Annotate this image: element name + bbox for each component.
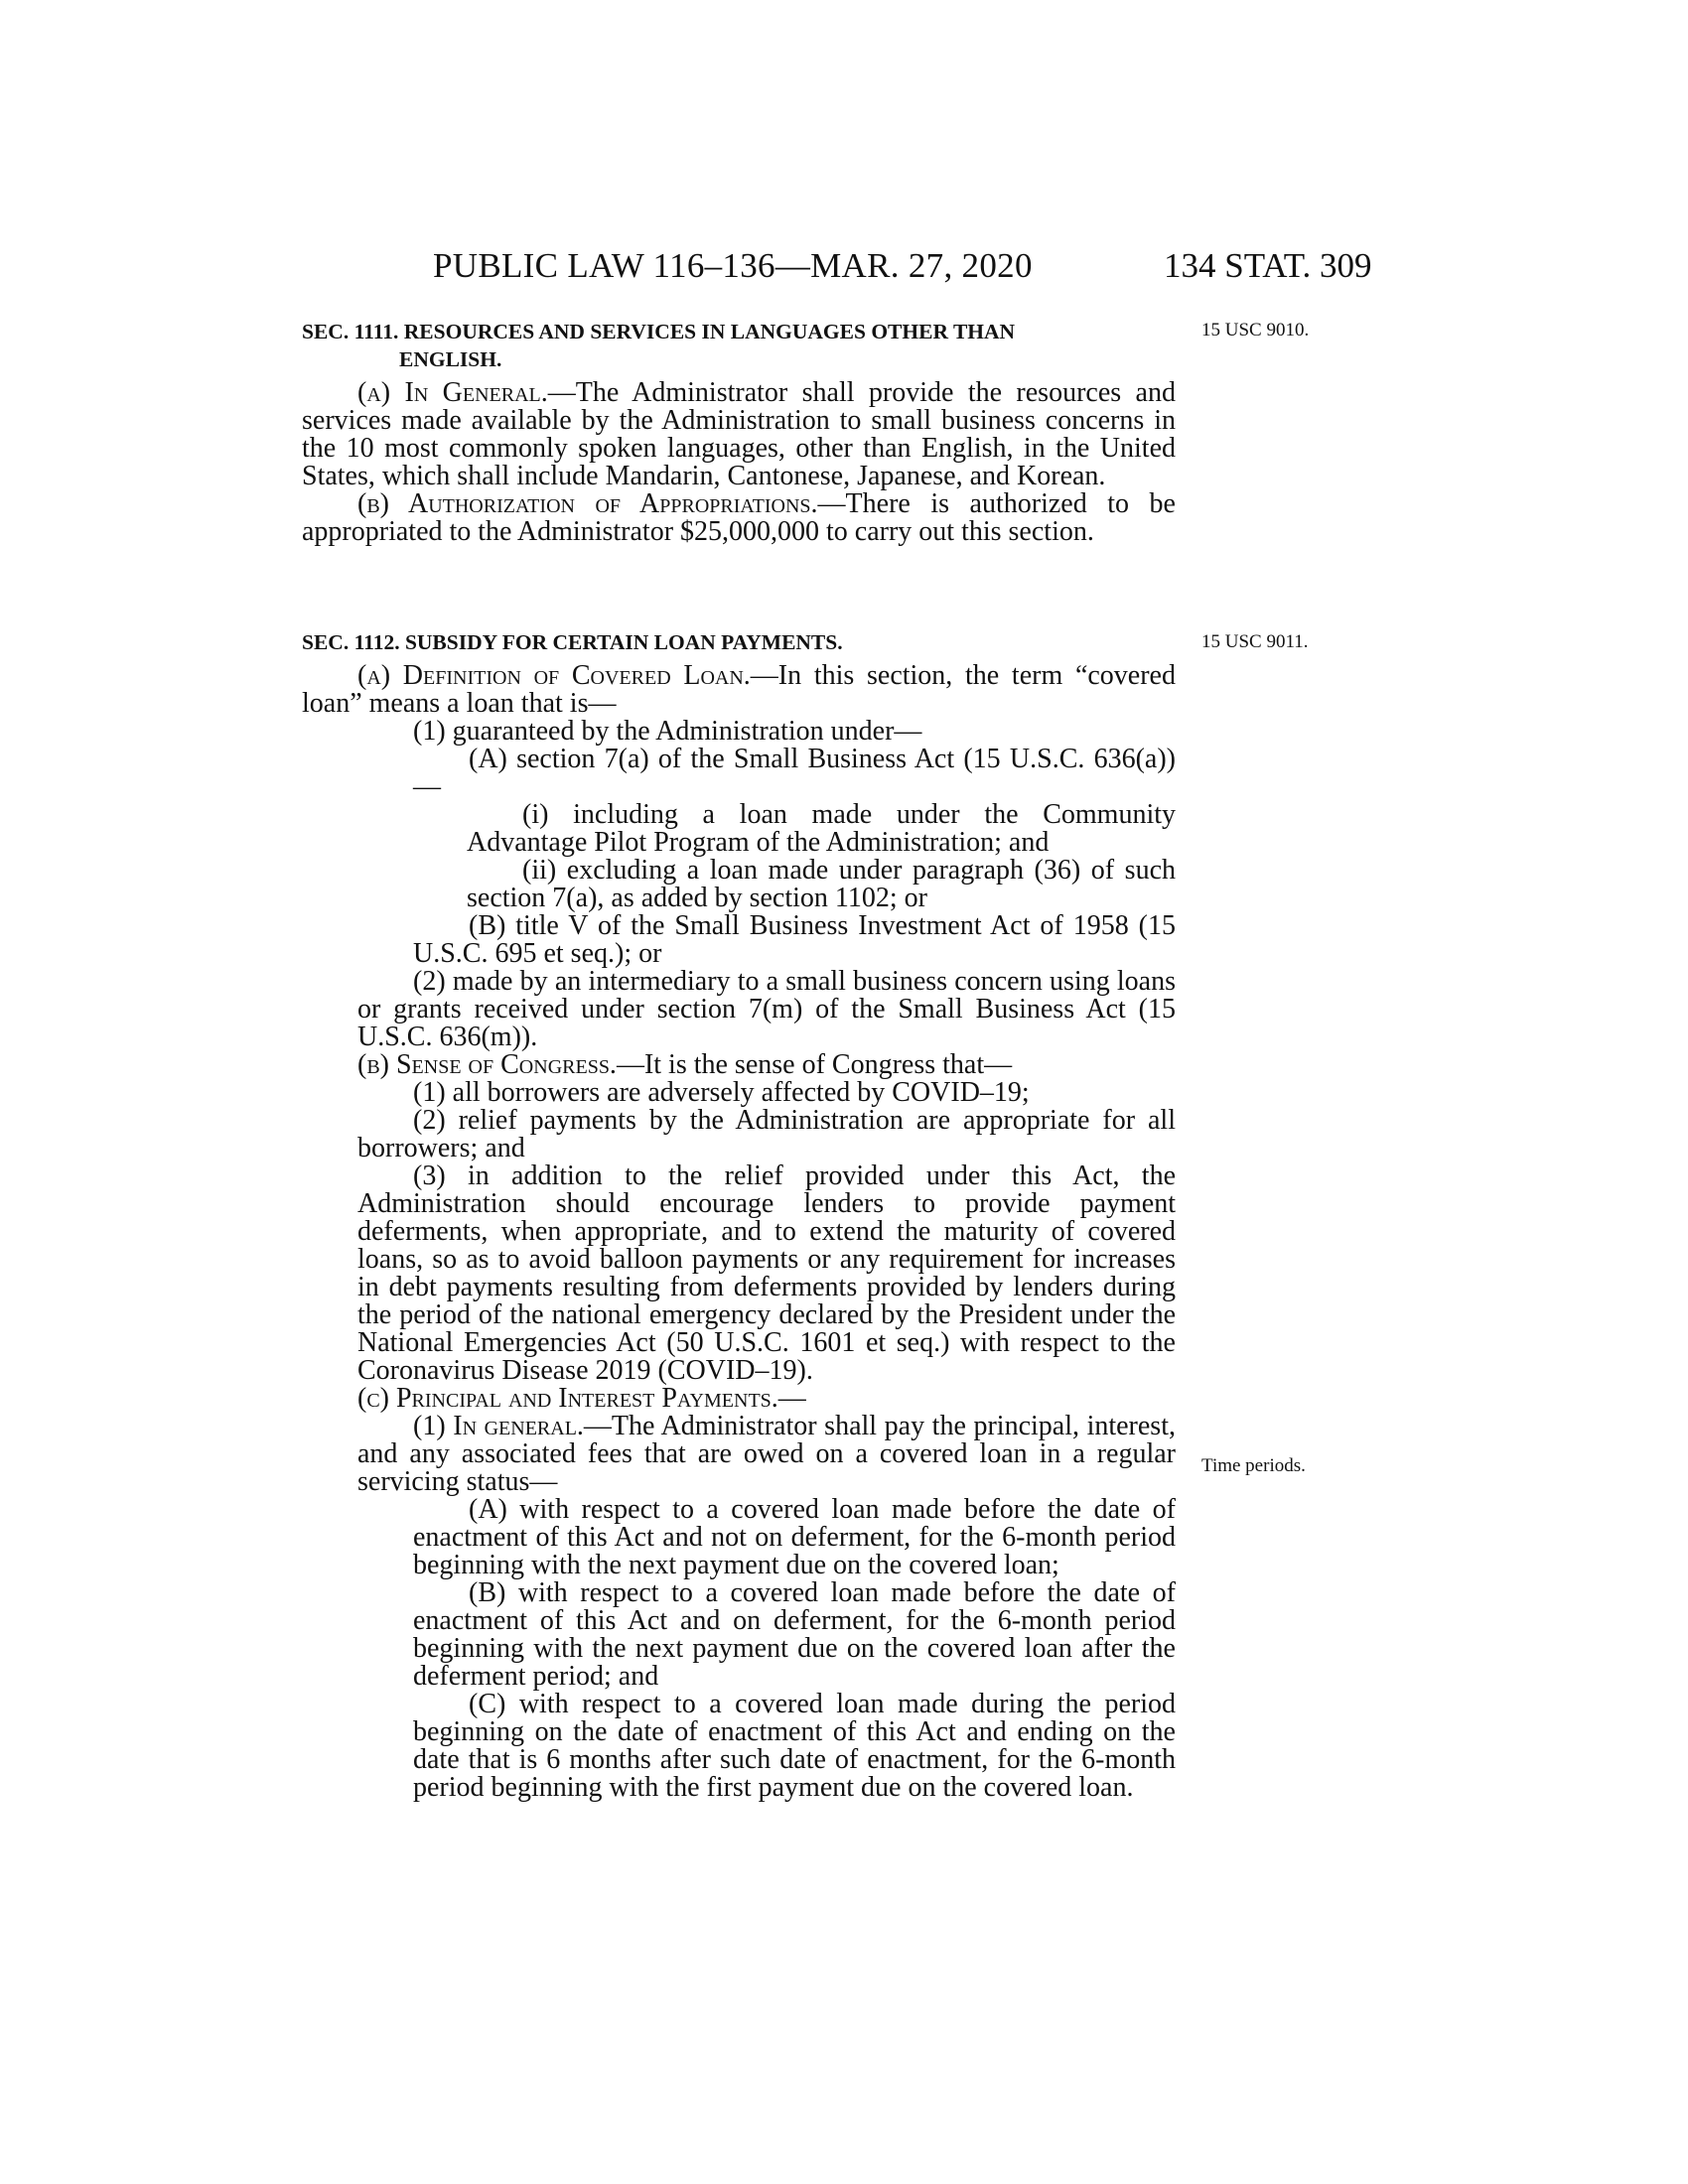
section-1112-heading: SEC. 1112. SUBSIDY FOR CERTAIN LOAN PAYMENTS. — [302, 630, 843, 654]
paragraph-b-3: (3) in addition to the relief provided under this Act, the Administration should encourage lenders to provide payment deferments, when appropriate, and to extend the maturity of covered loans, so as to avoid balloon payments or any requirement for increases in debt payments resulting from deferments provided by lenders during the period of the national emergency declared by the President under the National Emergencies Act (50 U.S.C. 1601 et seq.) with respect to the Coronavirus Disease 2019 (COVID–19). — [357, 1160, 1176, 1386]
section-1111-heading-line2: ENGLISH. — [399, 347, 502, 371]
subsection-a-label: (a) Definition of Covered Loan. — [357, 660, 751, 691]
margin-note-usc-9010: 15 USC 9010. — [1201, 320, 1310, 341]
paragraph-c-1-text: —The Administrator shall pay the principal, interest, and any associated fees that are owed on a covered loan in a regular servicing status— — [357, 1411, 1176, 1497]
subsection-c-text: — — [777, 1383, 806, 1414]
margin-note-usc-9011: 15 USC 9011. — [1201, 631, 1309, 652]
margin-note-time-periods: Time periods. — [1201, 1455, 1306, 1476]
running-header-title: PUBLIC LAW 116–136—MAR. 27, 2020 — [433, 246, 1033, 285]
paragraph-c-1 — [302, 1413, 1176, 1496]
section-1111-heading — [302, 318, 1176, 373]
paragraph-c-1-label: (1) In general. — [413, 1411, 584, 1441]
section-1112-subsection-c — [302, 1385, 1176, 1413]
subsection-a-label: (a) In General. — [357, 377, 548, 408]
subparagraph-c-1-B: (B) with respect to a covered loan made before the date of enactment of this Act and on deferment, for the 6-month period beginning with the next payment due on the covered loan after the deferment period; and — [413, 1577, 1176, 1692]
paragraph-b-1: (1) all borrowers are adversely affected by COVID–19; — [413, 1077, 1030, 1108]
section-1111-subsection-a — [302, 379, 1176, 490]
subsection-b-label: (b) Authorization of Appropriations. — [357, 488, 818, 519]
subparagraph-a-1-A: (A) section 7(a) of the Small Business Act (15 U.S.C. 636(a))— — [413, 744, 1176, 802]
section-1111-body — [302, 379, 1176, 546]
subsection-c-label: (c) Principal and Interest Payments. — [357, 1383, 778, 1414]
subsection-b-text: —It is the sense of Congress that— — [616, 1049, 1013, 1080]
subparagraph-c-1-C: (C) with respect to a covered loan made during the period beginning on the date of enactment of this Act and ending on the date that is 6 months after such date of enactment, for the 6-month period beginning with the first payment due on the covered loan. — [413, 1689, 1176, 1803]
subparagraph-a-1-B: (B) title V of the Small Business Investment Act of 1958 (15 U.S.C. 695 et seq.); or — [413, 910, 1176, 969]
subsection-b-text: —There is authorized to be appropriated to the Administrator $25,000,000 to carry out this section. — [302, 488, 1176, 547]
clause-a-1-A-ii: (ii) excluding a loan made under paragraph (36) of such section 7(a), as added by section 1102; or — [467, 855, 1176, 913]
running-header-page: 134 STAT. 309 — [1164, 246, 1372, 285]
subsection-a-text: —In this section, the term “covered loan” means a loan that is— — [302, 660, 1176, 719]
clause-a-1-A-i: (i) including a loan made under the Community Advantage Pilot Program of the Administration; and — [467, 799, 1176, 858]
section-1112-subsection-b — [302, 1051, 1176, 1079]
section-1112-subsection-a — [302, 662, 1176, 718]
section-1111-heading-line1: SEC. 1111. RESOURCES AND SERVICES IN LANGUAGES OTHER THAN — [302, 320, 1016, 343]
paragraph-a-2: (2) made by an intermediary to a small business concern using loans or grants received under section 7(m) of the Small Business Act (15 U.S.C. 636(m)). — [357, 966, 1176, 1052]
section-1112-body — [302, 662, 1176, 1802]
section-1111-subsection-b — [302, 490, 1176, 546]
paragraph-b-2: (2) relief payments by the Administration are appropriate for all borrowers; and — [357, 1105, 1176, 1163]
subsection-a-text: —The Administrator shall provide the resources and services made available by the Administration to small business concerns in the 10 most commonly spoken languages, other than English, in the United States, which shall include Mandarin, Cantonese, Japanese, and Korean. — [302, 377, 1176, 491]
paragraph-a-1: (1) guaranteed by the Administration under— — [413, 716, 922, 747]
subparagraph-c-1-A: (A) with respect to a covered loan made before the date of enactment of this Act and not on deferment, for the 6-month period beginning with the next payment due on the covered loan; — [413, 1494, 1176, 1580]
subsection-b-label: (b) Sense of Congress. — [357, 1049, 617, 1080]
